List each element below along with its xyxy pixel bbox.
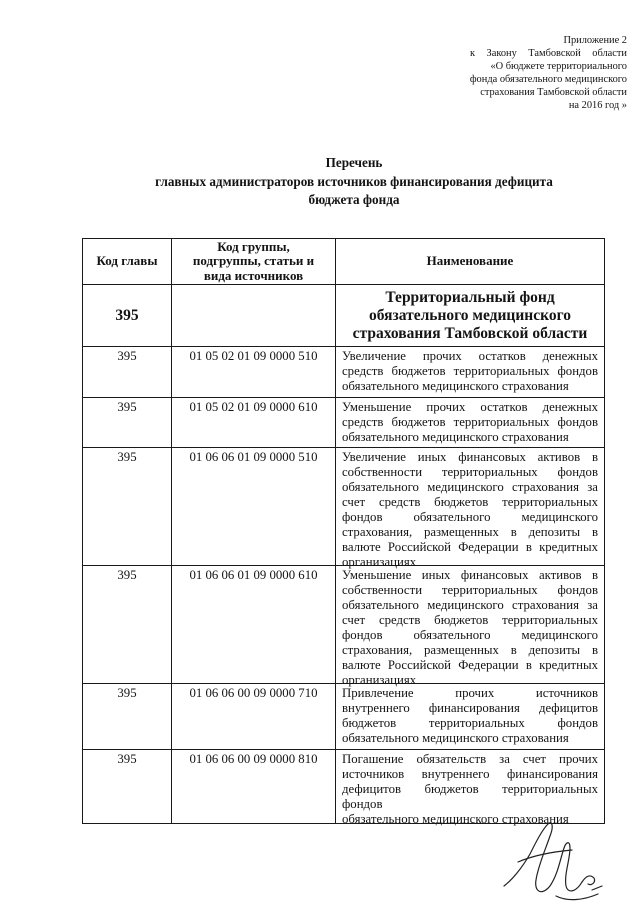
table-row: [83, 347, 605, 398]
header-label-line: подгруппы, статьи и: [192, 253, 315, 269]
source-code-cell: 01 05 02 01 09 0000 610: [172, 398, 336, 448]
name-cell: [336, 398, 605, 448]
signature: [498, 816, 608, 902]
source-code-cell: 01 06 06 01 09 0000 610: [172, 566, 336, 684]
name-line: страхования Тамбовской области: [352, 324, 588, 342]
name-line: средств бюджетов территориальных фондов: [342, 364, 598, 378]
name-line: Увеличение иных финансовых активов в: [342, 450, 598, 464]
chapter-code-cell: 395: [83, 398, 172, 448]
chapter-code-cell: 395: [83, 566, 172, 684]
appendix-line: «О бюджете территориального: [490, 61, 627, 72]
name-line: обязательного медицинского страхования: [342, 812, 569, 826]
header-chapter-code: [83, 239, 172, 285]
name-line: источников внутреннего финансирования: [342, 767, 598, 781]
name-line: Уменьшение прочих остатков денежных: [342, 400, 598, 414]
appendix-line: к Закону Тамбовской области: [470, 48, 627, 59]
name-line: обязательного медицинского: [369, 306, 571, 324]
chapter-code-cell: 395: [83, 684, 172, 750]
table-row: [83, 285, 605, 347]
source-code-cell: 01 05 02 01 09 0000 510: [172, 347, 336, 398]
title-line: главных администраторов источников финансирования дефицита: [155, 173, 553, 189]
header-label-line: вида источников: [203, 267, 304, 283]
name-line: Привлечение прочих источников: [342, 686, 598, 700]
name-line: счет средств бюджетов территориальных: [342, 495, 598, 509]
source-code-cell: 01 06 06 01 09 0000 510: [172, 448, 336, 566]
name-line: страхования, размещенных в депозиты в: [342, 525, 598, 539]
chapter-code-cell: 395: [83, 448, 172, 566]
name-cell: [336, 684, 605, 750]
table-row: [83, 750, 605, 824]
appendix-line: на 2016 год »: [568, 100, 627, 111]
header-source-code: [172, 239, 336, 285]
name-line: счет средств бюджетов территориальных: [342, 613, 598, 627]
name-line: фондов обязательного медицинского: [342, 628, 598, 642]
header-name: [336, 239, 605, 285]
name-line: обязательного медицинского страхования за: [342, 480, 598, 494]
name-line: валюте Российской Федерации в кредитных: [342, 658, 598, 672]
source-code-cell: 01 06 06 00 09 0000 710: [172, 684, 336, 750]
name-line: обязательного медицинского страхования за: [342, 598, 598, 612]
name-line: Территориальный фонд: [385, 288, 555, 306]
name-line: обязательного медицинского страхования: [342, 379, 569, 393]
name-line: обязательного медицинского страхования: [342, 430, 569, 444]
administrators-table: [82, 238, 605, 824]
source-code-cell: [172, 285, 336, 347]
name-line: собственности территориальных фондов: [342, 583, 598, 597]
table-row: [83, 566, 605, 687]
appendix-note: [440, 34, 627, 112]
name-cell: [336, 347, 605, 398]
appendix-line: страхования Тамбовской области: [480, 87, 627, 98]
appendix-line: фонда обязательного медицинского: [469, 74, 627, 85]
name-line: обязательного медицинского страхования: [342, 731, 569, 745]
title-line: Перечень: [325, 155, 383, 170]
name-line: Погашение обязательств за счет прочих: [342, 752, 598, 766]
header-label: Наименование: [426, 253, 514, 269]
name-line: собственности территориальных фондов: [342, 465, 598, 479]
appendix-line: Приложение 2: [563, 35, 627, 46]
name-line: Увеличение прочих остатков денежных: [342, 349, 598, 363]
chapter-code-cell: 395: [83, 285, 172, 347]
table-row: [83, 684, 605, 750]
header-label: Код главы: [96, 253, 158, 269]
name-line: страхования, размещенных в депозиты в: [342, 643, 598, 657]
name-line: организациях: [342, 555, 417, 569]
name-line: фондов обязательного медицинского: [342, 510, 598, 524]
name-cell: [336, 285, 605, 347]
source-code-cell: 01 06 06 00 09 0000 810: [172, 750, 336, 824]
chapter-code-cell: 395: [83, 347, 172, 398]
name-cell: [336, 750, 605, 824]
name-cell: [336, 448, 605, 569]
name-line: бюджетов территориальных фондов: [342, 716, 598, 730]
header-label-line: Код группы,: [217, 238, 290, 254]
name-line: Уменьшение иных финансовых активов в: [342, 568, 598, 582]
name-line: валюте Российской Федерации в кредитных: [342, 540, 598, 554]
chapter-code-cell: 395: [83, 750, 172, 824]
name-line: средств бюджетов территориальных фондов: [342, 415, 598, 429]
name-line: дефицитов бюджетов территориальных фондов: [342, 782, 598, 811]
name-line: внутреннего финансирования дефицитов: [342, 701, 598, 715]
name-line: организациях: [342, 673, 417, 687]
title-line: бюджета фонда: [308, 192, 400, 207]
name-cell: [336, 566, 605, 687]
document-title: [82, 154, 626, 210]
table-row: [83, 448, 605, 569]
table-header-row: [83, 239, 605, 285]
table-row: [83, 398, 605, 448]
